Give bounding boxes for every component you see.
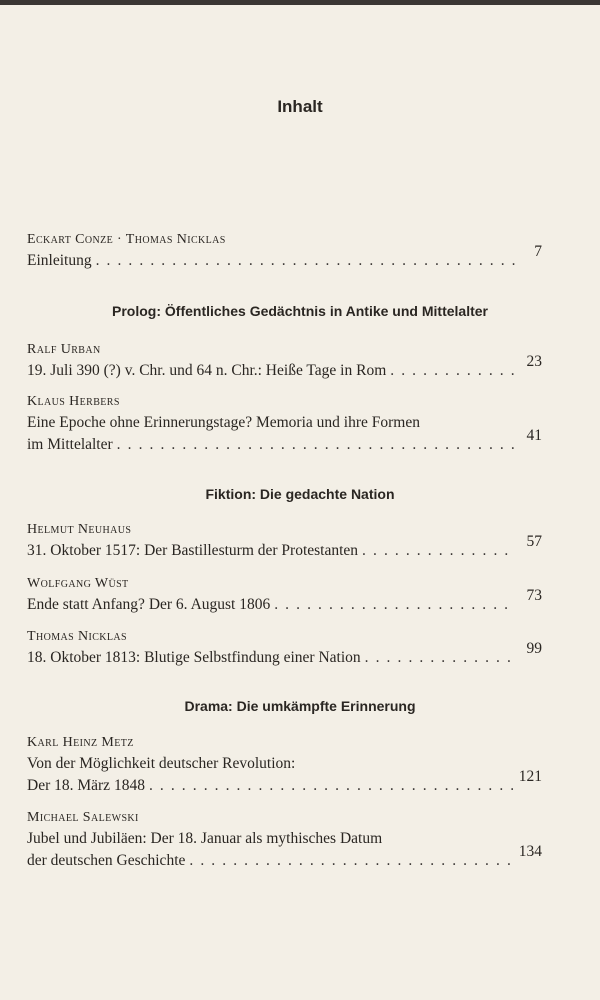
entry-title-line bbox=[27, 640, 542, 669]
page-number: 41 bbox=[526, 427, 542, 444]
entry-title-line bbox=[27, 768, 542, 797]
page-number: 134 bbox=[518, 843, 542, 860]
entry-author: Ralf Urban bbox=[27, 342, 101, 357]
entry-title-line: Von der Möglichkeit deutscher Revolution: bbox=[27, 755, 296, 772]
entry-author: Wolfgang Wüst bbox=[27, 576, 129, 591]
leader-dots bbox=[365, 647, 516, 669]
page-number: 99 bbox=[526, 640, 542, 657]
entry-title-line bbox=[27, 243, 542, 272]
entry-title: Ende statt Anfang? Der 6. August 1806 bbox=[27, 596, 271, 613]
toc-entry bbox=[27, 733, 547, 797]
page-number: 23 bbox=[526, 353, 542, 370]
page-number: 73 bbox=[526, 587, 542, 604]
section-heading: Fiktion: Die gedachte Nation bbox=[205, 486, 395, 502]
entry-title: im Mittelalter bbox=[27, 436, 113, 453]
toc-entry bbox=[27, 392, 547, 456]
entry-title-line: Eine Epoche ohne Erinnerungstage? Memoria und ihre Formen bbox=[27, 414, 420, 431]
entry-author: Karl Heinz Metz bbox=[27, 735, 134, 750]
toc-entry bbox=[27, 627, 547, 669]
leader-dots bbox=[274, 594, 516, 616]
entry-title: 31. Oktober 1517: Der Bastillesturm der Protestanten bbox=[27, 542, 359, 559]
entry-title: der deutschen Geschichte bbox=[27, 852, 186, 869]
entry-title: 18. Oktober 1813: Blutige Selbstfindung einer Nation bbox=[27, 649, 361, 666]
entry-title-line bbox=[27, 587, 542, 616]
entry-title-line: Jubel und Jubiläen: Der 18. Januar als mythisches Datum bbox=[27, 830, 383, 847]
page-number: 57 bbox=[526, 533, 542, 550]
entry-title-line bbox=[27, 533, 542, 562]
leader-dots bbox=[117, 434, 516, 456]
leader-dots bbox=[149, 775, 513, 797]
entry-author: Michael Salewski bbox=[27, 810, 139, 825]
toc-entry bbox=[27, 230, 547, 272]
toc-entry bbox=[27, 808, 547, 872]
toc-entry bbox=[27, 520, 547, 562]
entry-title: Der 18. März 1848 bbox=[27, 777, 145, 794]
section-heading: Drama: Die umkämpfte Erinnerung bbox=[184, 698, 416, 714]
entry-title-line bbox=[27, 353, 542, 382]
page-number: 121 bbox=[518, 768, 542, 785]
entry-title-line bbox=[27, 843, 542, 872]
entry-author: Helmut Neuhaus bbox=[27, 522, 132, 537]
toc-entry bbox=[27, 574, 547, 616]
entry-title: Einleitung bbox=[27, 252, 92, 269]
leader-dots bbox=[362, 540, 516, 562]
entry-author: Klaus Herbers bbox=[27, 394, 120, 409]
leader-dots bbox=[189, 850, 512, 872]
entry-title: 19. Juli 390 (?) v. Chr. und 64 n. Chr.: Heiße Tage in Rom bbox=[27, 362, 387, 379]
page-title: Inhalt bbox=[277, 97, 323, 116]
entry-author: Eckart Conze · Thomas Nicklas bbox=[27, 232, 226, 247]
entry-title-line bbox=[27, 427, 542, 456]
entry-author: Thomas Nicklas bbox=[27, 629, 127, 644]
toc-entry bbox=[27, 340, 547, 382]
page-number: 7 bbox=[534, 243, 542, 260]
leader-dots bbox=[96, 250, 516, 272]
section-heading: Prolog: Öffentliches Gedächtnis in Antike und Mittelalter bbox=[112, 303, 488, 319]
leader-dots bbox=[390, 360, 516, 382]
